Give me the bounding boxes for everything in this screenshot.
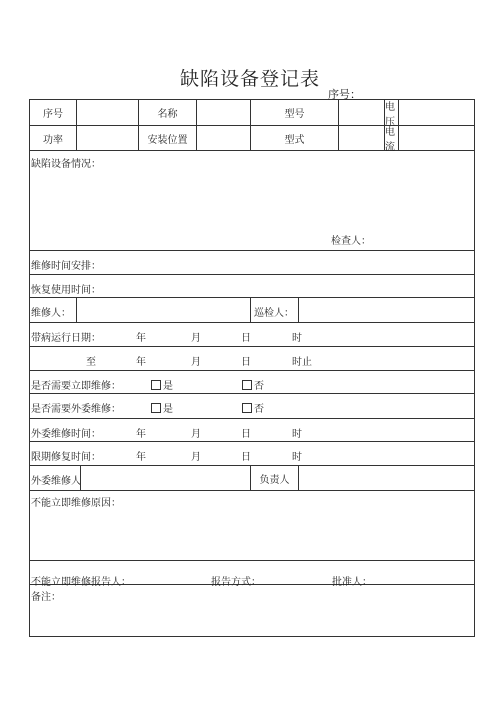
repairer-label: 维修人： <box>31 308 71 319</box>
until-to: 至 <box>86 357 96 368</box>
row-immediate-repair <box>30 371 474 394</box>
checkbox-icon[interactable] <box>151 403 161 413</box>
outsource-month: 月 <box>191 429 201 440</box>
row-reason[interactable] <box>30 491 474 561</box>
row-defect-description[interactable] <box>30 151 474 251</box>
row-outsource-repair <box>30 394 474 419</box>
row-remarks[interactable] <box>30 585 474 636</box>
outsource-yes-option[interactable]: 是 <box>151 400 173 415</box>
row-resume[interactable] <box>30 275 474 298</box>
reason-label: 不能立即维修原因： <box>31 498 121 509</box>
row-basic-1 <box>30 100 474 126</box>
running-year: 年 <box>136 333 146 344</box>
row-schedule[interactable] <box>30 251 474 275</box>
row-running-until[interactable] <box>30 347 474 371</box>
checkbox-icon[interactable] <box>151 380 161 390</box>
deadline-day: 日 <box>241 452 251 463</box>
resume-label: 恢复使用时间： <box>31 285 101 296</box>
until-year: 年 <box>136 357 146 368</box>
form-title: 缺陷设备登记表 <box>179 68 320 90</box>
outsource-person-label: 外委维修人 <box>31 476 81 487</box>
deadline-hour: 时 <box>292 452 302 463</box>
field-outsource-person[interactable] <box>80 466 250 490</box>
inspector-label: 检查人： <box>331 236 371 247</box>
serial-number-label: 序号： <box>328 88 361 101</box>
field-install-location[interactable] <box>196 126 250 150</box>
row-deadline-time[interactable] <box>30 442 474 466</box>
outsource-time-label: 外委维修时间： <box>31 429 101 440</box>
row-outsource-time[interactable] <box>30 419 474 442</box>
label-current: 电流 <box>384 126 398 150</box>
acceptor-label: 巡检人： <box>254 308 294 319</box>
field-responsible[interactable] <box>298 466 474 490</box>
running-label: 带病运行日期： <box>31 333 101 344</box>
remarks-label: 备注： <box>31 592 61 603</box>
running-day: 日 <box>241 333 251 344</box>
until-hour: 时止 <box>292 357 312 368</box>
row-basic-2 <box>30 126 474 151</box>
field-voltage[interactable] <box>398 100 474 125</box>
deadline-label: 限期修复时间： <box>31 452 101 463</box>
deadline-year: 年 <box>136 452 146 463</box>
field-current[interactable] <box>398 126 474 150</box>
label-model: 型号 <box>250 100 338 125</box>
field-name[interactable] <box>196 100 250 125</box>
outsource-year: 年 <box>136 429 146 440</box>
report-method-label: 报告方式： <box>211 577 261 588</box>
field-power[interactable] <box>76 126 138 150</box>
row-outsource-person <box>30 466 474 491</box>
label-voltage: 电压 <box>384 100 398 125</box>
immediate-yes-option[interactable]: 是 <box>151 377 173 392</box>
field-acceptor[interactable] <box>298 298 474 322</box>
immediate-label: 是否需要立即维修： <box>31 381 121 392</box>
label-install-location: 安装位置 <box>138 126 196 150</box>
row-running-date[interactable] <box>30 323 474 347</box>
reporter-label: 不能立即维修报告人： <box>31 577 131 588</box>
outsource-label: 是否需要外委维修： <box>31 404 121 415</box>
checkbox-icon[interactable] <box>242 403 252 413</box>
deadline-month: 月 <box>191 452 201 463</box>
checkbox-icon[interactable] <box>242 380 252 390</box>
field-repairer[interactable] <box>76 298 250 322</box>
running-month: 月 <box>191 333 201 344</box>
immediate-no-option[interactable]: 否 <box>242 377 264 392</box>
acceptor-cell <box>250 298 298 322</box>
outsource-no-option[interactable]: 否 <box>242 400 264 415</box>
defect-label: 缺陷设备情况： <box>31 159 101 170</box>
field-type[interactable] <box>338 126 384 150</box>
row-reporter[interactable] <box>30 561 474 588</box>
until-month: 月 <box>191 357 201 368</box>
label-name: 名称 <box>138 100 196 125</box>
label-serial: 序号 <box>43 109 63 120</box>
responsible-label: 负责人 <box>250 466 298 490</box>
label-power: 功率 <box>43 134 63 146</box>
approver-label: 批准人： <box>332 577 372 588</box>
outsource-hour: 时 <box>292 429 302 440</box>
outsource-day: 日 <box>241 429 251 440</box>
defect-registration-form <box>29 99 475 637</box>
field-model[interactable] <box>338 100 384 125</box>
label-type: 型式 <box>250 126 338 150</box>
schedule-label: 维修时间安排： <box>31 261 101 272</box>
row-repairer <box>30 298 474 323</box>
field-serial[interactable] <box>76 100 138 125</box>
running-hour: 时 <box>292 333 302 344</box>
until-day: 日 <box>241 357 251 368</box>
